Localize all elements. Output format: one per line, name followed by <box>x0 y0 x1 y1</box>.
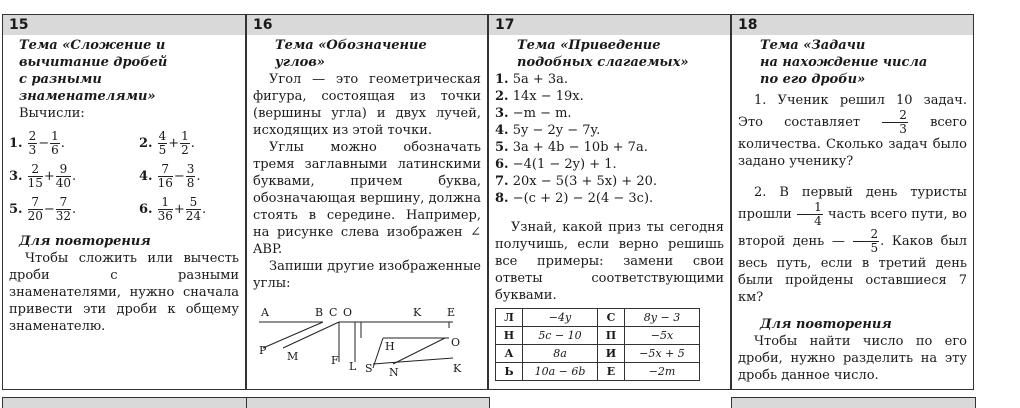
point-label: E <box>447 306 456 319</box>
fraction: $\frac{1}{36}$ <box>157 195 173 223</box>
fraction: $\frac{9}{40}$ <box>55 162 72 190</box>
card-17 <box>488 14 731 390</box>
point-label: A <box>261 306 269 319</box>
exercise-item: 5. 3a + 4b − 10b + 7a. <box>495 140 648 155</box>
table-cell: −5x <box>625 327 700 345</box>
fraction: $\frac{2}{5}$ <box>853 228 879 255</box>
angle-definition: Угол — это геометрическая фигура, состоящая из точки (вершины угла) и двух лучей, исходящих из этой точки. <box>253 72 481 138</box>
point-label: P <box>259 344 267 357</box>
exercise-list <box>495 71 724 207</box>
repeat-heading: Для повторения <box>19 234 151 249</box>
table-cell: Н <box>496 327 523 345</box>
card-number: 18 <box>732 15 973 35</box>
fraction: $\frac{2}{3}$ <box>28 129 37 157</box>
point-label: M <box>287 350 299 363</box>
card-title: Тема «Сложение и вычитание дробей с разными знаменателями» <box>19 38 168 104</box>
table-cell: С <box>598 309 625 327</box>
table-cell: П <box>598 327 625 345</box>
fraction: $\frac{2}{15}$ <box>27 162 43 190</box>
exercise-item: 1. 5a + 3a. <box>495 72 569 87</box>
exercise-item: 6. −4(1 − 2y) + 1. <box>495 157 617 172</box>
point-label: H <box>385 340 395 353</box>
table-cell: 10a − 6b <box>523 363 598 381</box>
next-card-header <box>246 397 490 408</box>
point-label: C <box>329 306 338 319</box>
task-2: 2. В первый день туристы прошли $\frac{1}{4}$ часть всего пути, во второй день — $\frac{2}{5}$ . Каков был весь путь, если в третий день были пройдены оставшиеся 7 км? <box>738 185 967 305</box>
table-cell: 8a <box>523 345 598 363</box>
exercise: 3. $\frac{2}{15}$ + $\frac{9}{40}$ . <box>9 162 77 190</box>
exercise: 4. $\frac{7}{16}$ − $\frac{3}{8}$ . <box>139 162 201 190</box>
fraction: $\frac{2}{3}$ <box>882 109 908 136</box>
table-cell: −5x + 5 <box>625 345 700 363</box>
exercise-item: 3. −m − m. <box>495 106 572 121</box>
table-cell: 8y − 3 <box>625 309 700 327</box>
point-label: K <box>453 362 462 375</box>
fraction: $\frac{7}{20}$ <box>27 195 43 223</box>
table-cell: И <box>598 345 625 363</box>
point-label: S <box>365 362 373 375</box>
exercise-grid <box>9 130 239 223</box>
repeat-text: Чтобы найти число по его дроби, нужно разделить на эту дробь данное число. <box>738 334 967 383</box>
table-row <box>496 327 700 345</box>
table-cell: Ь <box>496 363 523 381</box>
table-cell: Л <box>496 309 523 327</box>
card-title: Тема «Приведение подобных слагаемых» <box>517 38 689 70</box>
exercise: 2. $\frac{4}{5}$ + $\frac{1}{2}$ . <box>139 129 195 157</box>
exercise-item: 2. 14x − 19x. <box>495 89 584 104</box>
point-label: O <box>343 306 353 319</box>
card-number: 16 <box>247 15 487 35</box>
instruction: Вычисли: <box>19 106 85 121</box>
fraction: $\frac{7}{32}$ <box>55 195 72 223</box>
card-title: Тема «Обозначение углов» <box>275 38 427 70</box>
repeat-heading: Для повторения <box>760 317 892 332</box>
fraction: $\frac{5}{24}$ <box>185 195 202 223</box>
angle-task: Запиши другие изображенные углы: <box>253 259 481 291</box>
table-cell: Е <box>598 363 625 381</box>
point-label: F <box>331 354 339 367</box>
next-card-header <box>731 397 976 408</box>
table-cell: −4y <box>523 309 598 327</box>
angles-figure <box>253 298 481 378</box>
card-number: 15 <box>3 15 245 35</box>
exercise-item: 8. −(c + 2) − 2(4 − 3c). <box>495 191 654 206</box>
exercise: 5. $\frac{7}{20}$ − $\frac{7}{32}$ . <box>9 195 77 223</box>
table-cell: −2m <box>625 363 700 381</box>
table-row <box>496 345 700 363</box>
next-card-header <box>2 397 248 408</box>
point-label: L <box>349 360 357 373</box>
fraction: $\frac{7}{16}$ <box>157 162 173 190</box>
exercise-item: 4. 5y − 2y − 7y. <box>495 123 601 138</box>
answer-key-table <box>495 308 700 381</box>
card-number: 17 <box>489 15 730 35</box>
table-row <box>496 363 700 381</box>
fraction: $\frac{1}{4}$ <box>797 201 823 228</box>
point-label: N <box>389 366 399 378</box>
exercise-item: 7. 20x − 5(3 + 5x) + 20. <box>495 174 658 189</box>
table-cell: А <box>496 345 523 363</box>
repeat-text: Чтобы сложить или вычесть дроби с разными знаменателями, нужно сначала привести эти дроби к общему знаменателю. <box>9 251 239 334</box>
fraction: $\frac{4}{5}$ <box>158 129 167 157</box>
card-16 <box>246 14 488 390</box>
table-cell: 5c − 10 <box>523 327 598 345</box>
fraction: $\frac{1}{2}$ <box>181 129 189 157</box>
point-label: K <box>413 306 422 319</box>
exercise: 6. $\frac{1}{36}$ + $\frac{5}{24}$ . <box>139 195 207 223</box>
task-1: 1. Ученик решил 10 задач. Это составляет $\frac{2}{3}$ всего количества. Сколько задач было задано ученику? <box>738 93 967 169</box>
prize-instruction: Узнай, какой приз ты сегодня получишь, если верно решишь все примеры: замени свои ответы соответствующими буквами. <box>495 220 724 303</box>
table-row <box>496 309 700 327</box>
fraction: $\frac{1}{6}$ <box>51 129 59 157</box>
card-15 <box>2 14 246 390</box>
point-label: O <box>451 336 461 349</box>
angle-notation: Углы можно обозначать тремя заглавными латинскими буквами, причем буква, обозначающая вершину, должна стоять в середине. Например, на рисунке слева изображен ∠ ABP. <box>253 140 481 257</box>
exercise: 1. $\frac{2}{3}$ − $\frac{1}{6}$ . <box>9 129 65 157</box>
fraction: $\frac{3}{8}$ <box>186 162 195 190</box>
card-18 <box>731 14 974 390</box>
card-title: Тема «Задачи на нахождение числа по его дроби» <box>760 38 928 87</box>
point-label: B <box>315 306 324 319</box>
